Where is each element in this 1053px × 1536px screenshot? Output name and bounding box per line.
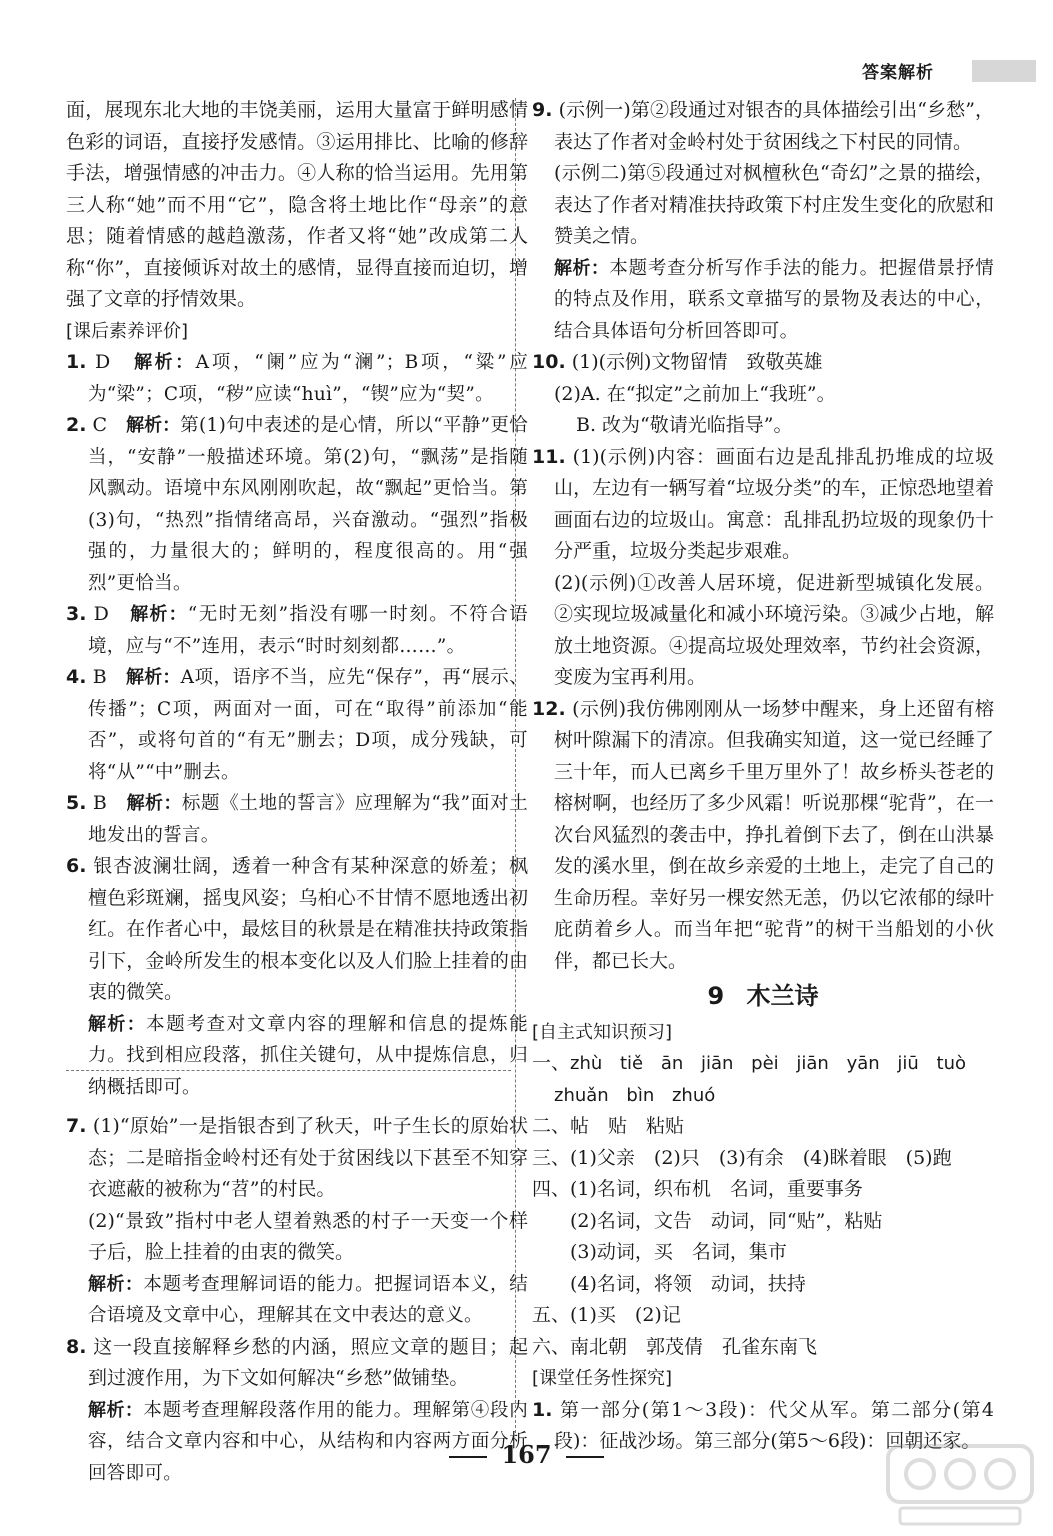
answer-7-part1: 7. (1)“原始”一是指银杏到了秋天，叶子生长的原始状态；二是暗指金岭村还有处于贫困线以下甚至不知穿衣遮蔽的被称为“苕”的村民。: [66, 1115, 529, 1200]
watermark-logo: [880, 1440, 1040, 1530]
answer-5: 5. B 解析：标题《土地的誓言》应理解为“我”面对土地发出的誓言。: [66, 792, 529, 846]
answer-9-part2: (示例二)第⑤段通过对枫檀秋色“奇幻”之景的描绘，表达了作者对精准扶持政策下村庄发生变化的欣慰和赞美之情。: [554, 162, 994, 247]
answer-10-part3: B. 改为“敬请光临指导”。: [576, 414, 793, 436]
section-heading-preview: [自主式知识预习]: [532, 1021, 673, 1043]
section-heading-inquiry: [课堂任务性探究]: [532, 1368, 673, 1389]
answer-10-part2: (2)A. 在“拟定”之前加上“我班”。: [554, 382, 836, 405]
continued-paragraph: 面，展现东北大地的丰饶美丽，运用大量富于鲜明感情色彩的词语，直接抒发感情。③运用排比、比喻的修辞手法，增强情感的冲击力。④人称的恰当运用。先用第三人称“她”而不用“它”，隐含将土地比作“母亲”的意思；随着情感的越趋激荡，作者又将“她”改成第二人称“你”，直接倾诉对故土的感情，显得直接而迫切，增强了文章的抒情效果。: [66, 99, 528, 310]
page-number: 167: [501, 1440, 552, 1469]
header-decor-bar: [972, 60, 1036, 82]
answer-8: 8. 这一段直接解释乡愁的内涵，照应文章的题目；起到过渡作用，为下文如何解决“乡愁”做铺垫。: [66, 1335, 528, 1389]
header-label: 答案解析: [862, 63, 934, 83]
footer-dash-right: [566, 1456, 604, 1458]
preview-item-4-3: (3)动词，买 名词，集市: [570, 1241, 787, 1263]
answer-6: 6. 银杏波澜壮阔，透着一种含有某种深意的娇羞；枫檀色彩斑斓，摇曳风姿；乌桕心不甘情不愿地透出初红。在作者心中，最炫目的秋景是在精准扶持政策指引下，金岭所发生的根本变化以及人们脸上挂着的由衷的微笑。: [66, 855, 528, 1003]
answer-2: 2. C 解析：第(1)句中表述的是心情，所以“平静”更恰当，“安静”一般描述环境。第(2)句，“飘荡”是指随风飘动。语境中东风刚刚吹起，故“飘起”更恰当。第(3)句，“热烈”指情绪高昂，兴奋激动。“强烈”指极强的，力量很大的；鲜明的，程度很高的。用“强烈”更恰当。: [66, 414, 528, 594]
answer-11-part1: 11. (1)(示例)内容：画面右边是乱排乱扔堆成的垃圾山，左边有一辆写着“垃圾分类”的车，正惊恐地望着画面右边的垃圾山。寓意：乱排乱扔垃圾的现象仍十分严重，垃圾分类起步艰难。: [532, 445, 994, 562]
section-heading-after-class: [课后素养评价]: [66, 320, 189, 342]
lesson-title: 9 木兰诗: [707, 982, 819, 1010]
preview-item-1: 一、zhù tiě ān jiān pèi jiān yān jiū tuò: [532, 1052, 966, 1074]
answer-3: 3. D 解析：“无时无刻”指没有哪一时刻。不符合语境，应与“不”连用，表示“时时刻刻都……”。: [66, 603, 528, 657]
answer-8-analysis: 解析：本题考查理解段落作用的能力。理解第④段内容，结合文章内容和中心，从结构和内容两方面分析回答即可。: [88, 1399, 528, 1484]
preview-item-4-4: (4)名词，将领 动词，扶持: [570, 1272, 806, 1295]
preview-item-4-2: (2)名词，文告 动词，同“贴”，粘贴: [570, 1209, 883, 1232]
right-column: [532, 95, 994, 1458]
answer-12: 12. (示例)我仿佛刚刚从一场梦中醒来，身上还留有榕树叶隙漏下的清凉。但我确实知道，这一觉已经睡了三十年，而人已离乡千里万里外了！故乡桥头苍老的榕树啊，也经历了多少风霜！听说那棵“驼背”，在一次台风猛烈的袭击中，挣扎着倒下去了，倒在山洪暴发的溪水里，倒在故乡亲爱的土地上，走完了自己的生命历程。幸好另一棵安然无恙，仍以它浓郁的绿叶庇荫着乡人。而当年把“驼背”的树干当船划的小伙伴，都已长大。: [532, 697, 995, 972]
preview-item-5: 五、(1)买 (2)记: [532, 1304, 681, 1326]
answer-6-analysis: 解析：本题考查对文章内容的理解和信息的提炼能力。找到相应段落，抓住关键句，从中提炼信息，归纳概括即可。: [88, 1013, 529, 1098]
preview-item-6: 六、南北朝 郭茂倩 孔雀东南飞: [532, 1335, 818, 1358]
answer-9-part1: 9. (示例一)第②段通过对银杏的具体描绘引出“乡愁”，表达了作者对金岭村处于贫困线之下村民的同情。: [532, 99, 994, 153]
left-column: [66, 95, 528, 1489]
answer-10-part1: 10. (1)(示例)文物留情 致敬英雄: [532, 351, 823, 373]
preview-item-1-continued: zhuǎn bìn zhuó: [554, 1084, 716, 1106]
footer-dash-left: [449, 1456, 487, 1458]
preview-item-2: 二、帖 贴 粘贴: [532, 1115, 685, 1137]
inquiry-answer-1: 1. 第一部分(第1～3段)：代父从军。第二部分(第4段)：征战沙场。第三部分(第5～6段)：回朝还家。: [532, 1398, 994, 1452]
answer-9-analysis: 解析：本题考查分析写作手法的能力。把握借景抒情的特点及作用，联系文章描写的景物及表达的中心，结合具体语句分析回答即可。: [554, 257, 994, 342]
answer-11-part2: (2)(示例)①改善人居环境，促进新型城镇化发展。②实现垃圾减量化和减小环境污染。③减少占地，解放土地资源。④提高垃圾处理效率，节约社会资源，变废为宝再利用。: [554, 571, 994, 688]
preview-item-3: 三、(1)父亲 (2)只 (3)有余 (4)眯着眼 (5)跑: [532, 1146, 952, 1169]
preview-item-4: 四、(1)名词，织布机 名词，重要事务: [532, 1178, 863, 1200]
answer-7-part2: (2)“景致”指村中老人望着熟悉的村子一天变一个样子后，脸上挂着的由衷的微笑。: [88, 1209, 528, 1263]
answer-4: 4. B 解析：A项，语序不当，应先“保存”，再“展示、传播”；C项，两面对一面，可在“取得”前添加“能否”，或将句首的“有无”删去；D项，成分残缺，可将“从”“中”删去。: [66, 666, 528, 783]
answer-7-analysis: 解析：本题考查理解词语的能力。把握词语本义，结合语境及文章中心，理解其在文中表达的意义。: [88, 1273, 528, 1326]
answer-1: 1. D 解析：A项，“阑”应为“澜”；B项，“粱”应为“梁”；C项，“秽”应读“huì”，“锲”应为“契”。: [66, 351, 529, 405]
